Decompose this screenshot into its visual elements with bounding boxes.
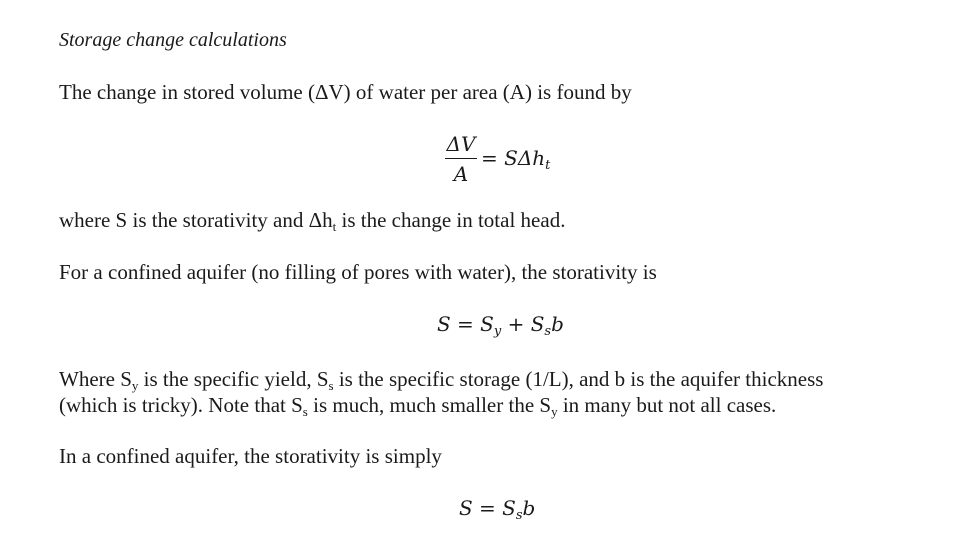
paragraph-confined-aquifer: For a confined aquifer (no filling of pores with water), the storativity is xyxy=(59,260,657,284)
fraction-bar xyxy=(445,158,477,159)
eq2-subscript-s: s xyxy=(544,324,552,339)
para4-l1-a: Where S xyxy=(59,367,132,391)
equation-storativity-sum xyxy=(437,312,564,339)
paragraph-storativity-def xyxy=(59,208,565,232)
para4-l2-sub-y: y xyxy=(551,404,558,419)
eq2-end: b xyxy=(551,312,564,336)
section-heading: Storage change calculations xyxy=(59,29,287,51)
paragraph-definitions-line1 xyxy=(59,367,823,391)
equation-denominator: A xyxy=(453,162,469,186)
para4-l1-sub-y: y xyxy=(131,378,139,393)
eq3-subscript-s: s xyxy=(515,508,523,523)
eq2-mid: + S xyxy=(501,312,545,336)
para4-l2-b: is much, much smaller the S xyxy=(307,393,552,417)
para4-l2-a: (which is tricky). Note that S xyxy=(59,393,303,417)
equation-rhs xyxy=(481,146,551,173)
eq3-lhs: S = S xyxy=(459,496,516,520)
equation-rhs-main: = SΔh xyxy=(481,146,546,170)
para2-text-a: where S is the storativity and Δh xyxy=(59,208,333,232)
para4-l1-c: is the specific storage (1/L), and b is the aquifer thickness xyxy=(333,367,824,391)
para2-text-b: is the change in total head. xyxy=(336,208,566,232)
eq3-end: b xyxy=(522,496,536,520)
paragraph-intro: The change in stored volume (ΔV) of water per area (A) is found by xyxy=(59,80,632,104)
para4-l2-c: in many but not all cases. xyxy=(557,393,777,417)
para4-l2-sub-s: s xyxy=(302,404,308,419)
para4-l1-b: is the specific yield, S xyxy=(138,367,329,391)
equation-rhs-subscript: t xyxy=(545,158,551,173)
paragraph-definitions-line2 xyxy=(59,393,776,417)
para4-l1-sub-s: s xyxy=(328,378,334,393)
eq2-subscript-y: y xyxy=(493,324,502,339)
equation-storativity-simple xyxy=(459,496,536,523)
equation-numerator: ΔV xyxy=(446,132,476,156)
eq2-lhs: S = S xyxy=(437,312,494,336)
equation-storage-change xyxy=(441,132,551,186)
para2-subscript: t xyxy=(332,219,337,234)
paragraph-simple-case: In a confined aquifer, the storativity is simply xyxy=(59,444,442,468)
